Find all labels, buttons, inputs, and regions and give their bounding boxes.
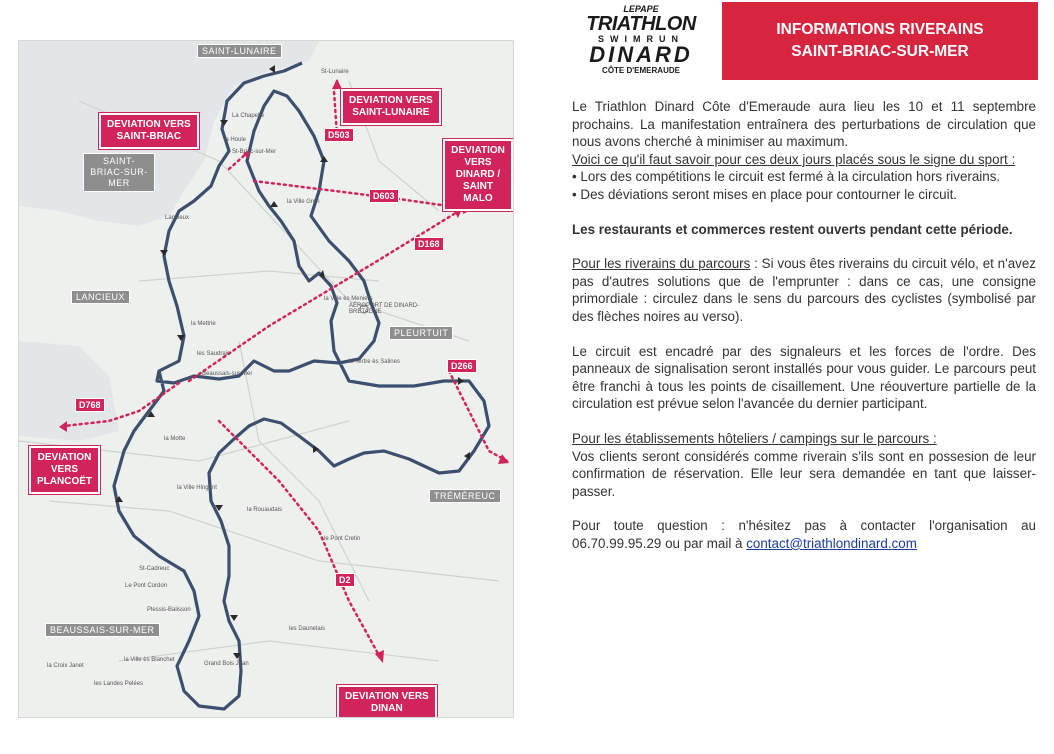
deviation-plancoet (29, 446, 100, 494)
deviation-saint-briac (99, 113, 199, 149)
deviation-label: DEVIATION (451, 145, 505, 156)
place-label: les Daunelais (289, 626, 326, 632)
road-label-d2: D2 (335, 573, 355, 587)
riverains-heading: Pour les riverains du parcours (572, 256, 751, 272)
deviation-saint-lunaire (341, 89, 441, 125)
place-label: les Saudrais (197, 351, 231, 357)
logo-line-4: CÔTE D'EMERAUDE (602, 66, 680, 75)
road-label-d503: D503 (324, 128, 354, 142)
deviation-label: SAINT MALO (463, 181, 493, 204)
place-label: Grand Bois Jean (204, 661, 249, 667)
place-label: les Landes Pelées (94, 681, 144, 687)
intro-paragraph: Le Triathlon Dinard Côte d'Emeraude aura lieu les 10 et 11 septembre prochains. La manifestation entraînera des perturbations de circulation que nous avons cherché à minimiser au maximum. (572, 99, 1036, 150)
place-label: la Rouaudais (247, 507, 283, 513)
place-label: le Tertre ès Salines (349, 359, 400, 365)
town-label-pleurtuit: PLEURTUIT (389, 326, 453, 340)
contact-paragraph (572, 517, 1036, 552)
place-label: Lancieux (165, 215, 190, 221)
place-label: la Ville ès Meniers (324, 296, 373, 302)
place-label: la Ville ès Blanchet (124, 657, 175, 663)
place-label: la Croix Janet (47, 663, 84, 669)
logo-line-2: SWIMRUN (598, 34, 684, 44)
riverains-paragraph (572, 255, 1036, 325)
deviation-label: SAINT-LUNAIRE (352, 107, 430, 118)
deviation-label: DINAN (371, 703, 403, 714)
place-label: la Ville Hingant (177, 485, 217, 491)
town-label-saint-lunaire: SAINT-LUNAIRE (197, 44, 282, 58)
hotels-paragraph: Vos clients seront considérés comme riverain s'ils sont en possesion de leur confirmation de réservation. Elle leur sera demandée en tant que laisser-passer. (572, 448, 1036, 499)
map-graphics (19, 41, 513, 717)
place-label: la Motte (164, 436, 186, 442)
place-label: le Pont Cretin (324, 536, 361, 542)
deviation-dinard (443, 139, 513, 211)
place-label: Plessis-Balisson (147, 607, 191, 613)
place-label: la Mettrie (191, 321, 216, 327)
hotels-heading: Pour les établissements hôteliers / campings sur le parcours : (572, 430, 937, 446)
event-logo (576, 4, 706, 84)
place-label: la Ville Gren (287, 199, 320, 205)
place-label: AÉROPORT DE DINARD-BRETAGNE (349, 303, 420, 315)
town-label-beaussais: BEAUSSAIS-SUR-MER (45, 623, 160, 637)
road-label-d168: D168 (414, 237, 444, 251)
logo-line-3: DINARD (589, 42, 693, 67)
banner-title: INFORMATIONS RIVERAINS (776, 21, 984, 38)
road-label-d768: D768 (75, 398, 105, 412)
bullet-item: • Lors des compétitions le circuit est fermé à la circulation hors riverains. (572, 169, 1001, 185)
deviation-label: VERS (50, 464, 79, 475)
restaurants-note: Les restaurants et commerces restent ouverts pendant cette période. (572, 221, 1013, 237)
place-label: St-Lunaire (321, 69, 349, 75)
know-heading: Voici ce qu'il faut savoir pour ces deux jours placés sous le signe du sport : (572, 151, 1016, 167)
deviation-label: VERS (464, 157, 492, 168)
deviation-label: SAINT-BRIAC (116, 131, 182, 142)
deviation-dinan (337, 685, 437, 718)
title-banner (722, 2, 1038, 80)
deviation-label: DEVIATION VERS (107, 119, 191, 130)
deviation-label: DEVIATION VERS (345, 691, 429, 702)
place-label: la Houle (224, 137, 247, 143)
deviation-label: DINARD / (455, 169, 501, 180)
place-label: Beaussais-sur-Mer (202, 371, 253, 377)
logo-line-1: TRIATHLON (586, 13, 696, 35)
route-map (18, 40, 514, 718)
town-label-saint-briac: SAINT-BRIAC-SUR-MER (83, 153, 155, 192)
deviation-label: DEVIATION (37, 452, 92, 463)
logo-brand: LEPAPE (623, 4, 659, 14)
place-label: La Chapelle (232, 113, 265, 119)
encadre-paragraph: Le circuit est encadré par des signaleurs et les forces de l'ordre. Des panneaux de signalisation seront installés pour vous guider. Le parcours peut être franchi à tous les points de cisaillement. Une réouverture partielle de la circulation est prévue selon l'avancée du dernier participant. (572, 343, 1036, 412)
town-label-tremereuc: TRÉMÉREUC (429, 489, 501, 503)
contact-text: Pour toute question : n'hésitez pas à contacter l'organisation au 06.70.99.95.29 ou par mail à (572, 518, 1036, 551)
place-label: St-Briac-sur-Mer (232, 149, 277, 155)
place-label: Le Pont Cordon (125, 583, 168, 589)
info-text (572, 98, 1036, 552)
deviation-label: DEVIATION VERS (349, 95, 433, 106)
town-label-lancieux: LANCIEUX (71, 290, 130, 304)
road-label-d266: D266 (447, 359, 477, 373)
bullet-item: • Des déviations seront mises en place pour contourner le circuit. (572, 186, 958, 202)
contact-email-link[interactable]: contact@triathlondinard.com (746, 535, 917, 551)
banner-subtitle: SAINT-BRIAC-SUR-MER (791, 43, 969, 60)
riverains-text: : Si vous êtes riverains du circuit vélo, et n'avez pas d'autres solutions que de l'emprunter : dans ce cas, une consigne primordiale : circulez dans le sens du parcours des cyclistes (symbolisé par des flèches noires au verso). (572, 256, 1036, 324)
place-label: St-Cadreuc (139, 566, 170, 572)
deviation-label: PLANCOËT (37, 476, 92, 487)
road-label-d603: D603 (369, 189, 399, 203)
